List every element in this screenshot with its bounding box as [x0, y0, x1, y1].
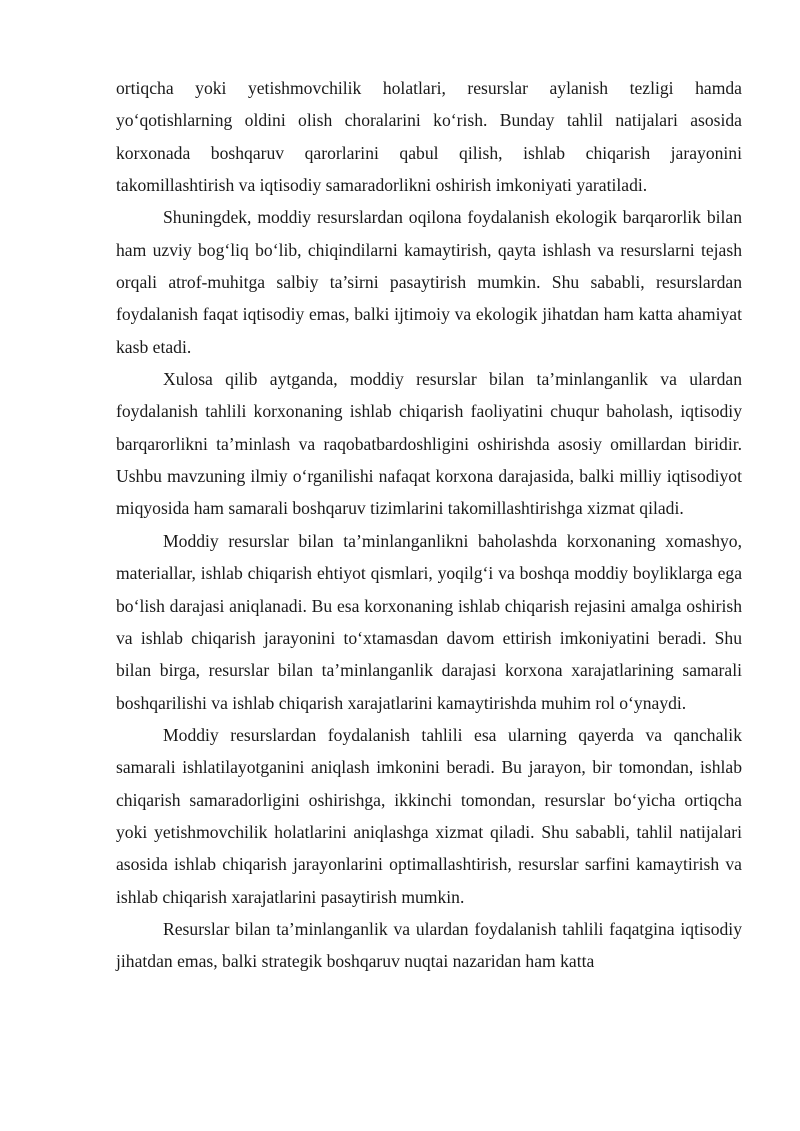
paragraph-3: Xulosa qilib aytganda, moddiy resurslar bilan ta’minlanganlik va ulardan foydalanish tahlili korxonaning ishlab chiqarish faoliyatini chuqur baholash, iqtisodiy barqarorlikni ta’minlash va raqobatbardoshligini oshirishda asosiy omillardan biridir. Ushbu mavzuning ilmiy o‘rganilishi nafaqat korxona darajasida, balki milliy iqtisodiyot miqyosida ham samarali boshqaruv tizimlarini takomillashtirishga xizmat qiladi.: [116, 369, 742, 519]
document-body: [116, 72, 742, 978]
paragraph-6: Resurslar bilan ta’minlanganlik va ulardan foydalanish tahlili faqatgina iqtisodiy jihatdan emas, balki strategik boshqaruv nuqtai nazaridan ham katta: [116, 918, 742, 972]
paragraph-4: Moddiy resurslar bilan ta’minlanganlikni baholashda korxonaning xomashyo, materiallar, ishlab chiqarish ehtiyot qismlari, yoqilg‘i va boshqa moddiy boyliklarga ega bo‘lish darajasi aniqlanadi. Bu esa korxonaning ishlab chiqarish rejasini amalga oshirish va ishlab chiqarish jarayonini to‘xtamasdan davom ettirish imkoniyatini beradi. Shu bilan birga, resurslar bilan ta’minlanganlik darajasi korxona xarajatlarining samarali boshqarilishi va ishlab chiqarish xarajatlarini kamaytirishda muhim rol o‘ynaydi.: [116, 530, 742, 713]
paragraph-2: Shuningdek, moddiy resurslardan oqilona foydalanish ekologik barqarorlik bilan ham uzviy bog‘liq bo‘lib, chiqindilarni kamaytirish, qayta ishlash va resurslarni tejash orqali atrof-muhitga salbiy ta’sirni pasaytirish mumkin. Shu sababli, resurslardan foydalanish faqat iqtisodiy emas, balki ijtimoiy va ekologik jihatdan ham katta ahamiyat kasb etadi.: [116, 207, 742, 357]
paragraph-1: ortiqcha yoki yetishmovchilik holatlari, resurslar aylanish tezligi hamda yo‘qotishlarning oldini olish choralarini ko‘rish. Bunday tahlil natijalari asosida korxonada boshqaruv qarorlarini qabul qilish, ishlab chiqarish jarayonini takomillashtirish va iqtisodiy samaradorlikni oshirish imkoniyati yaratiladi.: [116, 78, 742, 196]
paragraph-5: Moddiy resurslardan foydalanish tahlili esa ularning qayerda va qanchalik samarali ishlatilayotganini aniqlash imkonini beradi. Bu jarayon, bir tomondan, ishlab chiqarish samaradorligini oshirishga, ikkinchi tomondan, resurslar bo‘yicha ortiqcha yoki yetishmovchilik holatlarini aniqlashga xizmat qiladi. Shu sababli, tahlil natijalari asosida ishlab chiqarish jarayonlarini optimallashtirish, resurslar sarfini kamaytirish va ishlab chiqarish xarajatlarini pasaytirish mumkin.: [116, 724, 742, 907]
